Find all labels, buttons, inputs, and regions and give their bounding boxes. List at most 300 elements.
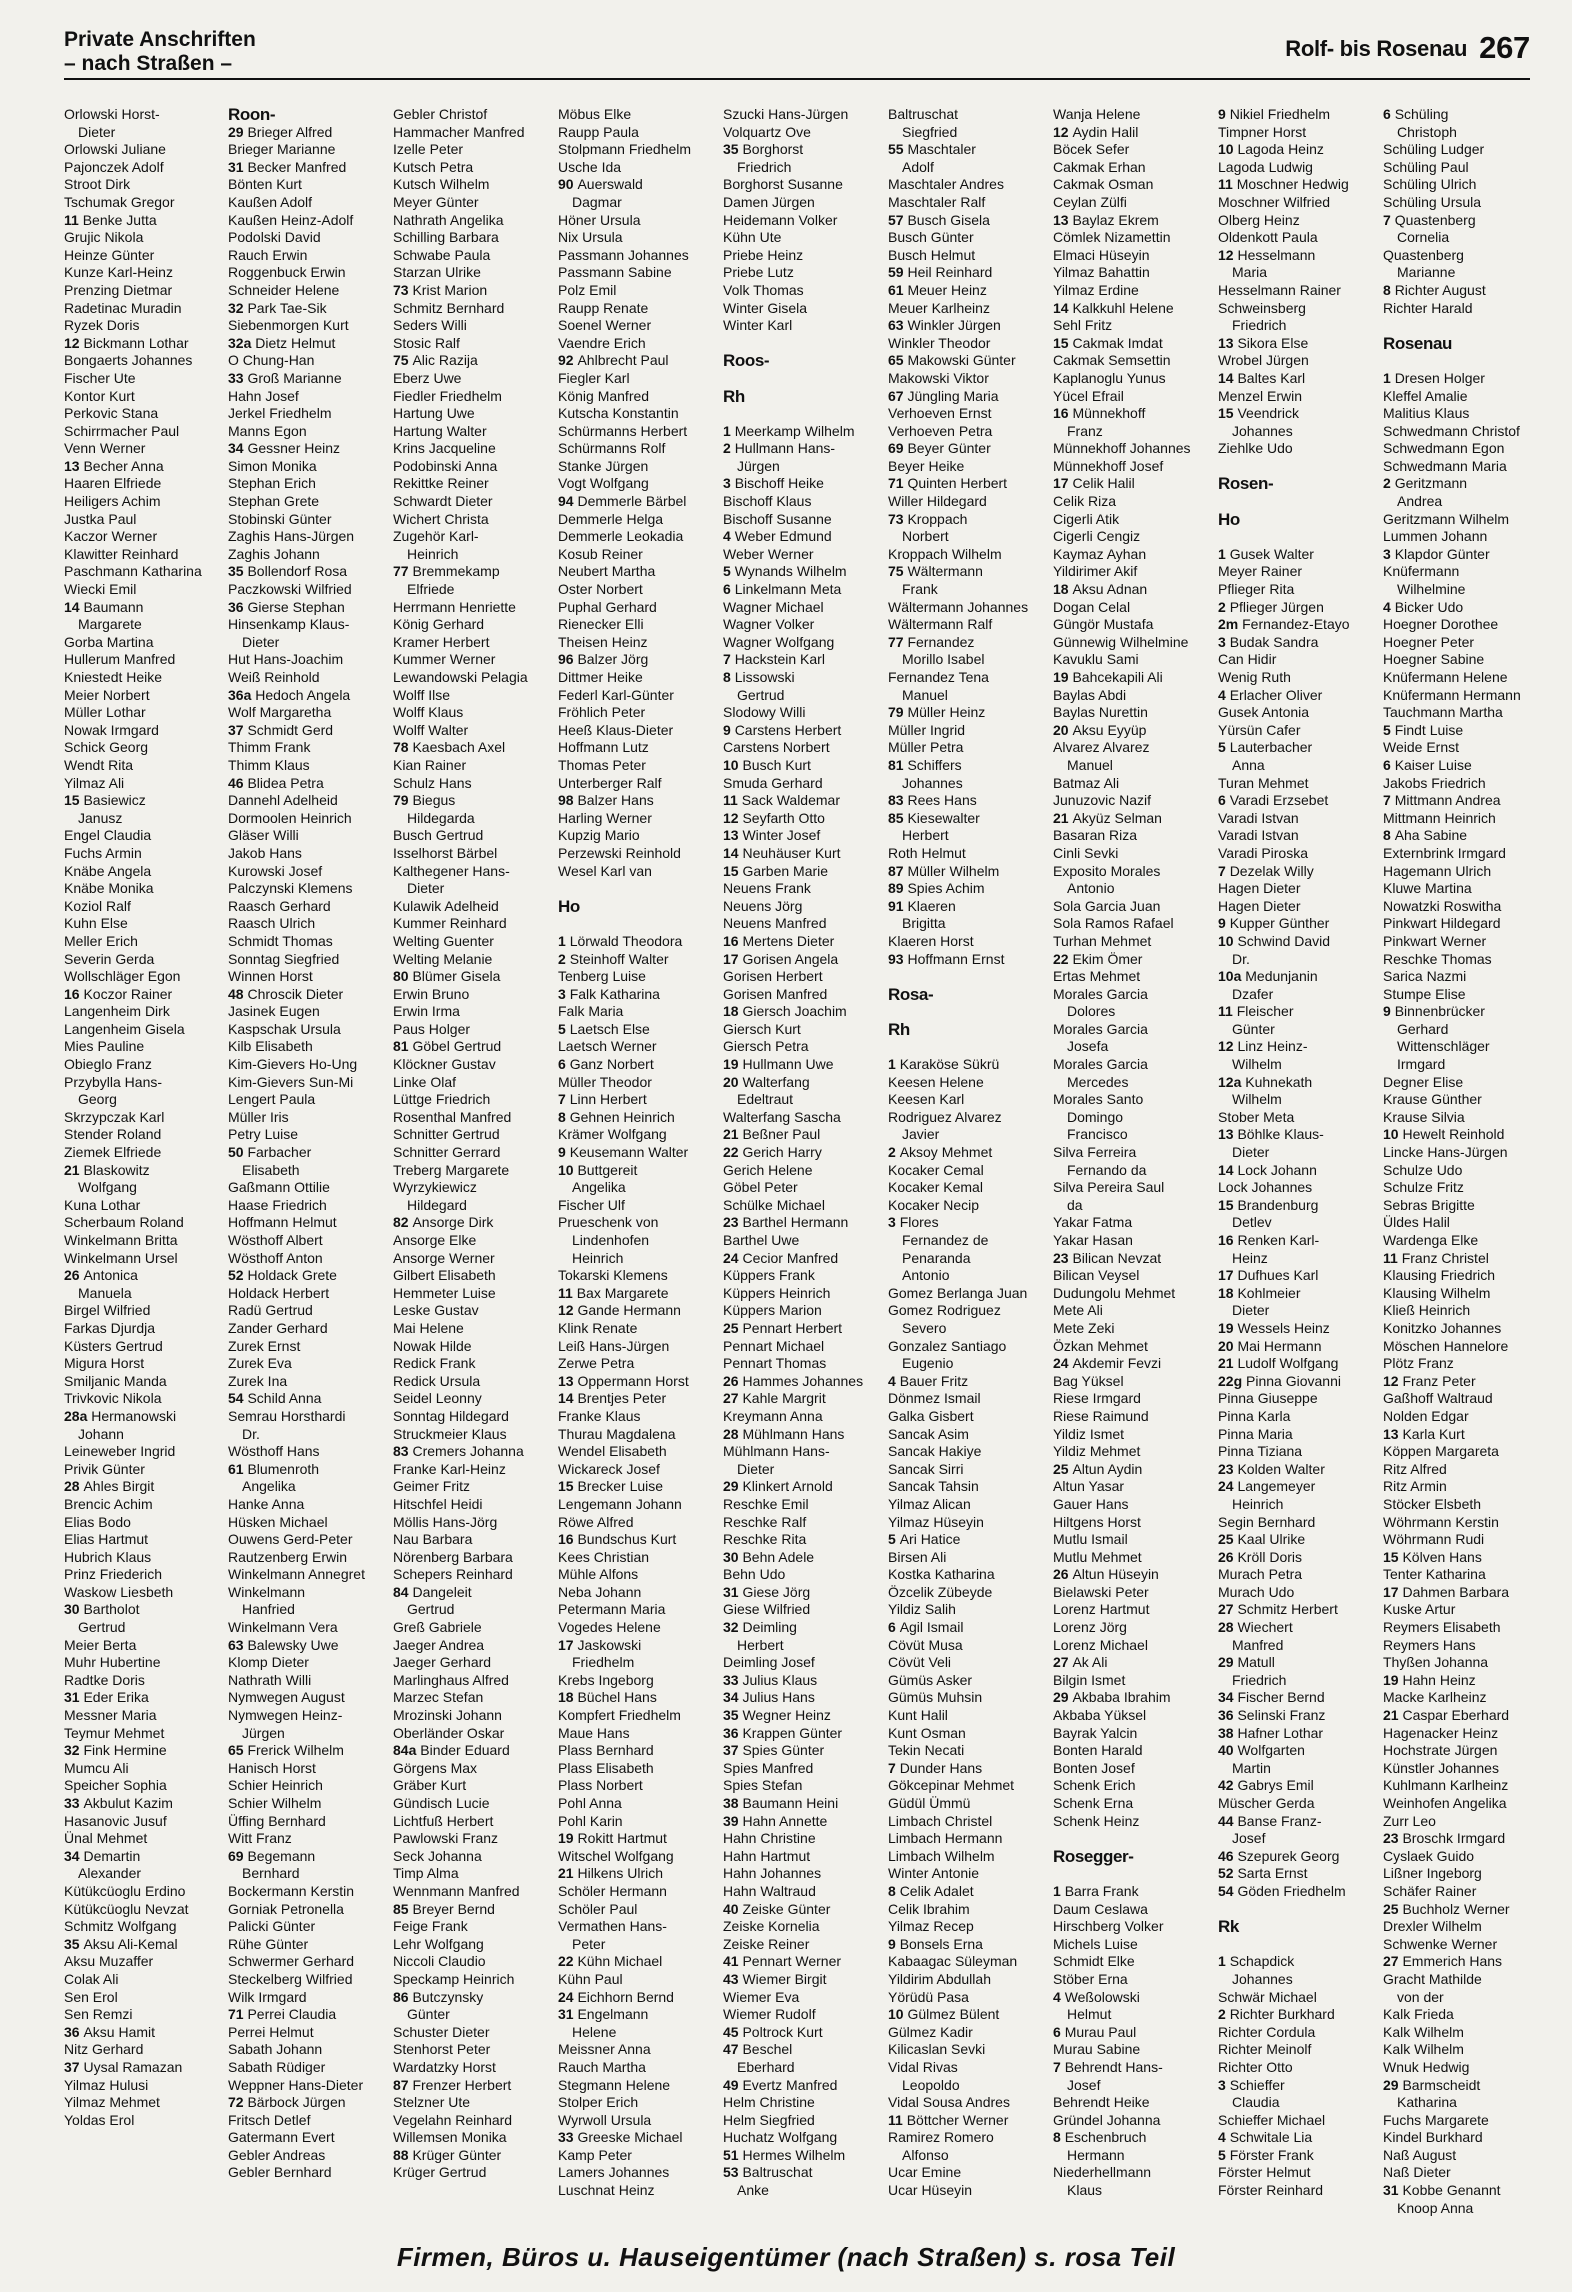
house-number: 5 [723, 563, 735, 580]
resident-name: Schnitter Gerrard [393, 1144, 501, 1161]
resident-name: Leske Gustav [393, 1302, 479, 1319]
resident-name: Münnekhoff [1072, 405, 1146, 422]
entry-continuation: Dieter [407, 880, 445, 897]
resident-name: Kleffel Amalie [1383, 387, 1468, 404]
resident-name: Segin Bernhard [1218, 1513, 1316, 1530]
resident-name: Barthel Uwe [723, 1232, 800, 1248]
house-number: 9 [1218, 106, 1230, 122]
house-entry [888, 757, 1048, 775]
resident-name: Fernandez [907, 633, 975, 650]
resident-name: Manns Egon [228, 422, 307, 439]
house-entry [1218, 1742, 1378, 1760]
house-number: 35 [64, 1935, 84, 1952]
house-number: 8 [1383, 281, 1395, 298]
resident-name: Hackstein Karl [734, 651, 825, 668]
resident-name: Morales Garcia [1053, 1056, 1148, 1073]
entry-continuation: Fernando da [1067, 1161, 1147, 1178]
house-entry [888, 1214, 1048, 1232]
resident-name: Fuchs Armin [64, 844, 142, 861]
resident-name: Ramirez Romero [888, 2129, 994, 2146]
resident-name: Garben Marie [742, 862, 829, 879]
resident-name: Yakar Fatma [1053, 1214, 1133, 1231]
resident-name: Timp Alma [393, 1865, 459, 1882]
resident-name: Yücel Efrail [1053, 387, 1124, 404]
resident-name: Caspar Eberhard [1402, 1707, 1510, 1724]
resident-name: Schwermer Gerhard [228, 1953, 355, 1970]
resident-name: Klawitter Reinhard [64, 545, 179, 562]
resident-name: Hahn Heinz [1402, 1671, 1476, 1688]
resident-name: Scherbaum Roland [64, 1214, 184, 1231]
resident-name: Kupper Günther [1229, 915, 1330, 932]
resident-name: Huchatz Wolfgang [723, 2129, 838, 2146]
house-number: 38 [723, 1795, 743, 1811]
resident-name: Kuhnekath [1245, 1073, 1313, 1090]
resident-name: Wolf Margaretha [228, 704, 332, 721]
resident-name: Gebler Christof [393, 106, 488, 122]
house-number: 36 [64, 2023, 84, 2040]
resident-name: Pajonczek Adolf [64, 158, 164, 175]
house-entry [1218, 863, 1378, 881]
house-entry [723, 757, 883, 775]
resident-name: Möbus Elke [558, 106, 632, 122]
resident-name: Bielawski Peter [1053, 1583, 1149, 1600]
house-number: 7 [1053, 2058, 1065, 2075]
resident-name: Blümer Gisela [412, 968, 501, 985]
house-entry [1383, 757, 1543, 775]
entry-continuation: Friedrich [737, 158, 792, 175]
house-entry [1218, 1531, 1378, 1549]
spacer [1218, 1901, 1378, 1919]
resident-name: Wältermann Ralf [888, 616, 993, 633]
resident-name: Reschke Ralf [723, 1513, 807, 1530]
resident-name: Sen Remzi [64, 2006, 133, 2023]
resident-name: Wrobel Jürgen [1218, 352, 1309, 369]
resident-name: Perrei Claudia [247, 2006, 337, 2023]
house-number: 35 [723, 141, 743, 158]
house-entry [1218, 1461, 1378, 1479]
resident-name: Yilmaz Erdine [1053, 281, 1139, 298]
house-entry [393, 1584, 553, 1602]
resident-name: Volk Thomas [723, 281, 804, 298]
resident-name: Messner Maria [64, 1707, 157, 1724]
header-title-line2: – nach Straßen – [64, 52, 233, 75]
resident-name: Busch Kurt [742, 756, 811, 773]
resident-name: Kühn Michael [577, 1953, 663, 1970]
resident-name: Heiligers Achim [64, 493, 161, 510]
resident-name: Zerwe Petra [558, 1355, 635, 1372]
resident-name: Emmerich Hans [1402, 1953, 1503, 1970]
resident-name: Hoegner Peter [1383, 633, 1475, 650]
entry-continuation: Janusz [78, 809, 123, 826]
resident-name: Tenter Katharina [1383, 1566, 1486, 1583]
house-number: 32 [723, 1619, 743, 1636]
house-entry [723, 1214, 883, 1232]
house-number: 17 [1383, 1583, 1403, 1600]
resident-name: Cakmak Erhan [1053, 158, 1146, 175]
resident-name: Helm Christine [723, 2094, 815, 2111]
house-number: 20 [1053, 721, 1073, 738]
resident-name: Izelle Peter [393, 141, 464, 158]
house-entry [558, 1302, 718, 1320]
house-entry [1053, 2059, 1213, 2077]
resident-name: Hilkens Ulrich [577, 1865, 664, 1882]
resident-name: Wösthoff Albert [228, 1232, 323, 1248]
resident-name: Priebe Heinz [723, 246, 804, 263]
resident-name: Schnitter Gertrud [393, 1126, 500, 1143]
house-entry [228, 1144, 388, 1162]
resident-name: Feige Frank [393, 1918, 468, 1935]
resident-name: Makowski Viktor [888, 369, 989, 386]
house-number: 21 [558, 1865, 578, 1882]
house-number: 45 [723, 2023, 743, 2040]
resident-name: Nathrath Angelika [393, 211, 504, 228]
entry-continuation: Edeltraut [737, 1091, 794, 1108]
house-number: 75 [393, 352, 413, 369]
resident-name: Plass Elisabeth [558, 1759, 654, 1776]
resident-name: Soenel Werner [558, 317, 652, 334]
house-entry [64, 792, 224, 810]
resident-name: Junuzovic Nazif [1053, 792, 1152, 809]
resident-name: Butczynsky [412, 1988, 484, 2005]
house-entry [558, 1109, 718, 1127]
resident-name: Cakmak Osman [1053, 176, 1154, 193]
header-title-line1: Private Anschriften [64, 28, 256, 51]
house-entry [228, 124, 388, 142]
house-number: 33 [558, 2129, 578, 2146]
spacer [1218, 458, 1378, 476]
house-number: 31 [1383, 2182, 1403, 2199]
resident-name: Schiffers [907, 756, 962, 773]
resident-name: Hermes Wilhelm [742, 2146, 846, 2163]
directory-column-8 [1218, 106, 1378, 2199]
resident-name: Wickareck Josef [558, 1460, 660, 1477]
house-entry [723, 827, 883, 845]
page-header-left [64, 28, 256, 76]
entry-continuation: Johannes [1232, 1970, 1293, 1987]
resident-name: Rühe Günter [228, 1935, 309, 1952]
house-entry [558, 1373, 718, 1391]
house-entry [64, 1601, 224, 1619]
house-entry [64, 1408, 224, 1426]
entry-continuation: Hildegard [407, 1196, 467, 1213]
entry-continuation: Claudia [1232, 2094, 1280, 2111]
house-number: 14 [1053, 299, 1073, 316]
resident-name: Beyer Heike [888, 457, 965, 474]
resident-name: Dormoolen Heinrich [228, 809, 352, 826]
resident-name: Schüling Paul [1383, 158, 1469, 175]
resident-name: Becker Manfred [247, 158, 347, 175]
house-number: 5 [1383, 721, 1395, 738]
resident-name: Bilgin Ismet [1053, 1671, 1126, 1688]
house-entry [393, 792, 553, 810]
resident-name: Slodowy Willi [723, 704, 806, 721]
resident-name: Cakmak Imdat [1072, 334, 1163, 351]
entry-continuation: Javier [902, 1126, 940, 1143]
house-number: 29 [228, 123, 248, 140]
resident-name: Timpner Horst [1218, 123, 1307, 140]
resident-name: Heeß Klaus-Dieter [558, 721, 674, 738]
resident-name: Exposito Morales [1053, 862, 1161, 879]
entry-continuation: Anke [737, 2182, 769, 2199]
resident-name: Demmerle Helga [558, 510, 664, 527]
house-entry [888, 1056, 1048, 1074]
entry-continuation: Elfriede [407, 581, 455, 598]
resident-name: Winkelmann [228, 1583, 306, 1600]
resident-name: Auerswald [577, 176, 643, 193]
house-number: 14 [64, 598, 84, 615]
house-entry [228, 300, 388, 318]
house-number: 11 [1218, 176, 1237, 193]
resident-name: Wagner Michael [723, 598, 824, 615]
house-entry [1218, 599, 1378, 617]
resident-name: Kließ Heinrich [1383, 1302, 1471, 1319]
house-entry [723, 1056, 883, 1074]
resident-name: Balewsky Uwe [247, 1636, 339, 1653]
entry-continuation: Josefa [1067, 1038, 1109, 1055]
resident-name: Marzec Stefan [393, 1689, 484, 1706]
house-entry [888, 352, 1048, 370]
resident-name: Kütükcüoglu Erdino [64, 1882, 186, 1899]
resident-name: Selinski Franz [1237, 1707, 1326, 1724]
resident-name: Redick Ursula [393, 1372, 481, 1389]
resident-name: Stanke Jürgen [558, 457, 649, 474]
resident-name: Eschenbruch [1064, 2129, 1147, 2146]
house-entry [1218, 1601, 1378, 1619]
resident-name: Dönmez Ismail [888, 1390, 981, 1407]
house-entry [723, 1390, 883, 1408]
resident-name: Schepers Reinhard [393, 1566, 513, 1583]
resident-name: Schier Wilhelm [228, 1795, 322, 1811]
resident-name: Krause Silvia [1383, 1108, 1465, 1125]
house-entry [1383, 282, 1543, 300]
resident-name: Karla Kurt [1402, 1425, 1465, 1442]
house-number: 23 [1383, 1830, 1403, 1847]
resident-name: Elias Hartmut [64, 1531, 149, 1548]
resident-name: Kalthegener Hans- [393, 862, 510, 879]
house-entry [723, 933, 883, 951]
resident-name: Skrzypczak Karl [64, 1108, 165, 1125]
house-entry [64, 1162, 224, 1180]
house-number: 25 [1383, 1900, 1403, 1917]
house-number: 2 [1383, 475, 1395, 492]
resident-name: Elias Bodo [64, 1513, 131, 1530]
resident-name: Sabath Johann [228, 2041, 323, 2058]
resident-name: Göden Friedhelm [1237, 1882, 1346, 1899]
resident-name: Mai Hermann [1237, 1337, 1322, 1354]
resident-name: Vidal Rivas [888, 2058, 958, 2075]
resident-name: Volquartz Ove [723, 123, 811, 140]
resident-name: Klaeren [907, 897, 956, 914]
house-number: 12 [1053, 123, 1073, 140]
resident-name: Seidel Leonny [393, 1390, 482, 1407]
resident-name: Bicker Udo [1394, 598, 1464, 615]
resident-name: Quastenberg [1394, 211, 1476, 228]
house-number: 19 [558, 1830, 578, 1847]
house-entry [558, 933, 718, 951]
house-entry [723, 1478, 883, 1496]
house-number: 23 [1053, 1249, 1073, 1266]
house-entry [1383, 1250, 1543, 1268]
house-entry [723, 423, 883, 441]
resident-name: Beschel [742, 2041, 793, 2058]
resident-name: Weber Edmund [734, 528, 832, 545]
resident-name: Münnekhoff Johannes [1053, 440, 1191, 457]
resident-name: Kutscha Konstantin [558, 405, 679, 422]
resident-name: Sarta Ernst [1237, 1865, 1308, 1882]
spacer [888, 968, 1048, 986]
resident-name: Lewandowski Pelagia [393, 669, 528, 685]
resident-name: Oster Norbert [558, 581, 643, 598]
resident-name: Wnuk Hedwig [1383, 2058, 1470, 2075]
resident-name: Speckamp Heinrich [393, 1970, 515, 1987]
house-number: 25 [1053, 1460, 1073, 1477]
house-entry [558, 352, 718, 370]
resident-name: Meuer Karlheinz [888, 299, 990, 316]
resident-name: Julius Hans [742, 1689, 815, 1706]
house-entry [558, 493, 718, 511]
resident-name: Güngör Mustafa [1053, 616, 1154, 633]
resident-name: Walterfang [742, 1073, 810, 1090]
resident-name: Weppner Hans-Dieter [228, 2076, 364, 2093]
house-entry [393, 352, 553, 370]
house-entry [1218, 1478, 1378, 1496]
resident-name: Gierse Stephan [247, 598, 345, 615]
resident-name: Baumann Heini [742, 1795, 839, 1811]
resident-name: Behrendt Heike [1053, 2094, 1150, 2111]
house-number: 18 [558, 1689, 578, 1706]
resident-name: Polz Emil [558, 281, 617, 298]
resident-name: Rekittke Reiner [393, 475, 489, 492]
resident-name: Dittmer Heike [558, 669, 643, 685]
resident-name: Tokarski Klemens [558, 1267, 668, 1284]
resident-name: Starzan Ulrike [393, 264, 481, 281]
resident-name: Celik Adalet [899, 1882, 974, 1899]
house-entry [1218, 634, 1378, 652]
house-number: 92 [558, 352, 578, 369]
resident-name: Limbach Christel [888, 1812, 993, 1829]
house-number: 73 [888, 510, 908, 527]
house-entry [558, 1056, 718, 1074]
resident-name: Klöckner Gustav [393, 1056, 496, 1073]
resident-name: Müller Iris [228, 1108, 289, 1125]
house-entry [1383, 1672, 1543, 1690]
resident-name: Cigerli Cengiz [1053, 528, 1141, 545]
resident-name: Pohl Karin [558, 1812, 623, 1829]
resident-name: Rauch Martha [558, 2058, 646, 2075]
resident-name: Lißner Ingeborg [1383, 1865, 1482, 1882]
resident-name: Özkan Mehmet [1053, 1337, 1148, 1354]
resident-name: Spies Achim [907, 880, 985, 897]
resident-name: Stöber Erna [1053, 1970, 1128, 1987]
house-entry [1218, 405, 1378, 423]
resident-name: Schenk Erich [1053, 1777, 1136, 1794]
resident-name: Nix Ursula [558, 229, 623, 246]
resident-name: Gümüs Muhsin [888, 1689, 983, 1706]
resident-name: Hermanowski [91, 1407, 177, 1424]
resident-name: Pinna Tiziana [1218, 1443, 1303, 1460]
resident-name: Schieffer Michael [1218, 2111, 1326, 2128]
house-number: 72 [228, 2094, 248, 2111]
house-entry [723, 1250, 883, 1268]
resident-name: Lagoda Ludwig [1218, 158, 1313, 175]
resident-name: Farbacher [247, 1144, 312, 1161]
house-number: 38 [1218, 1724, 1238, 1741]
house-entry [558, 986, 718, 1004]
resident-name: Alvarez Alvarez [1053, 739, 1150, 756]
house-entry [723, 1373, 883, 1391]
resident-name: Vegelahn Reinhard [393, 2111, 513, 2128]
resident-name: Neuens Jörg [723, 897, 803, 914]
house-number: 32 [64, 1742, 84, 1759]
resident-name: Hoffmann Lutz [558, 739, 649, 756]
resident-name: Gauer Hans [1053, 1495, 1129, 1512]
resident-name: Rodriguez Alvarez [888, 1108, 1002, 1125]
house-entry [1218, 792, 1378, 810]
resident-name: Falk Maria [558, 1003, 624, 1020]
resident-name: Schneider Helene [228, 281, 340, 298]
house-entry [888, 1760, 1048, 1778]
resident-name: Dannehl Adelheid [228, 792, 338, 809]
house-number: 93 [888, 950, 908, 967]
resident-name: Schilling Barbara [393, 229, 499, 246]
house-entry [1218, 1654, 1378, 1672]
house-number: 29 [723, 1478, 743, 1495]
resident-name: Mete Ali [1053, 1302, 1103, 1319]
house-entry [558, 1637, 718, 1655]
house-number: 81 [888, 756, 908, 773]
house-number: 26 [64, 1267, 84, 1284]
house-number: 82 [393, 1214, 413, 1231]
house-entry [228, 986, 388, 1004]
street-heading: Rh [723, 386, 745, 406]
entry-continuation: Georg [78, 1091, 117, 1108]
resident-name: Langemeyer [1237, 1478, 1316, 1495]
resident-name: Benke Jutta [82, 211, 157, 228]
resident-name: Spies Günter [742, 1742, 825, 1759]
house-entry [1383, 212, 1543, 230]
resident-name: Pohl Anna [558, 1795, 622, 1811]
house-entry [888, 2006, 1048, 2024]
resident-name: Kuhlmann Karlheinz [1383, 1777, 1509, 1794]
resident-name: Wardatzky Horst [393, 2058, 496, 2075]
resident-name: Quastenberg [1383, 246, 1464, 263]
house-number: 4 [723, 528, 735, 545]
resident-name: Seck Johanna [393, 1847, 482, 1864]
house-entry [1218, 933, 1378, 951]
resident-name: Falk Katharina [569, 985, 660, 1002]
resident-name: Marlinghaus Alfred [393, 1671, 509, 1688]
resident-name: Höner Ursula [558, 211, 641, 228]
entry-continuation: Fernandez de [902, 1232, 989, 1248]
house-number: 98 [558, 792, 578, 809]
house-number: 31 [228, 158, 248, 175]
resident-name: Spies Manfred [723, 1759, 814, 1776]
resident-name: Wagner Volker [723, 616, 815, 633]
house-entry [393, 2077, 553, 2095]
resident-name: Baylas Nurettin [1053, 704, 1148, 721]
resident-name: Hinsenkamp Klaus- [228, 616, 350, 633]
house-number: 35 [723, 1707, 743, 1724]
house-entry [723, 2024, 883, 2042]
house-entry [1383, 370, 1543, 388]
house-entry [888, 810, 1048, 828]
house-number: 63 [888, 317, 908, 334]
house-number: 2m [1218, 616, 1243, 633]
resident-name: Müller Wilhelm [907, 862, 1000, 879]
resident-name: Kaspschak Ursula [228, 1020, 341, 1037]
resident-name: Linkelmann Meta [734, 581, 842, 598]
resident-name: Kurowski Josef [228, 862, 323, 879]
